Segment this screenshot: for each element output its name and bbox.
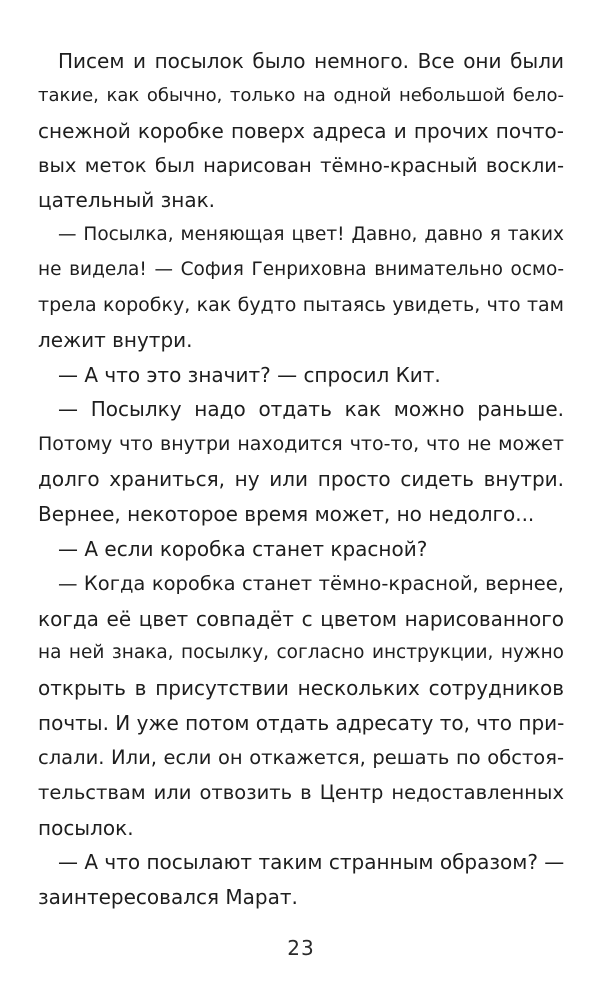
text-line: — А если коробка станет красной?: [58, 536, 428, 561]
text-line: такие, как обычно, только на одной небольшой бело-: [38, 84, 564, 106]
text-line: трела коробку, как будто пытаясь увидеть, что там: [38, 293, 564, 316]
text-line: Писем и посылок было немного. Все они были: [58, 49, 564, 73]
text-line: на ней знака, посылку, согласно инструкции, нужно: [38, 642, 564, 664]
page-number: 23: [287, 936, 315, 960]
text-line: — А что это значит? — спросил Кит.: [58, 362, 441, 387]
text-line: заинтересовался Марат.: [38, 885, 298, 910]
text-line: долго храниться, ну или просто сидеть внутри.: [38, 467, 564, 492]
text-line: посылок.: [38, 815, 134, 840]
text-line: Потому что внутри находится что-то, что не может: [38, 433, 564, 456]
text-line: слали. Или, если он откажется, решать по обстоя-: [38, 745, 564, 769]
text-line: открыть в присутствии нескольких сотрудников: [38, 676, 564, 701]
text-line: лежит внутри.: [38, 327, 193, 352]
body-text: [38, 44, 564, 915]
text-line: цательный знак.: [38, 188, 216, 213]
text-line: не видела! — София Генриховна внимательно осмо-: [38, 259, 564, 281]
text-line: — А что посылают таким странным образом? —: [58, 850, 565, 875]
text-line: тельствам или отвозить в Центр недоставленных: [38, 780, 564, 804]
text-line: — Когда коробка станет тёмно-красной, вернее,: [58, 571, 564, 595]
text-line: — Посылку надо отдать как можно раньше.: [58, 397, 564, 422]
text-line: когда её цвет совпадёт с цветом нарисованного: [38, 606, 564, 631]
text-line: снежной коробке поверх адреса и прочих почто-: [38, 118, 564, 143]
text-line: вых меток был нарисован тёмно-красный воскли-: [38, 153, 564, 177]
text-line: Вернее, некоторое время может, но недолго...: [38, 501, 535, 526]
text-line: почты. И уже потом отдать адресату то, что при-: [38, 711, 565, 736]
text-line: — Посылка, меняющая цвет! Давно, давно я таких: [58, 224, 564, 246]
